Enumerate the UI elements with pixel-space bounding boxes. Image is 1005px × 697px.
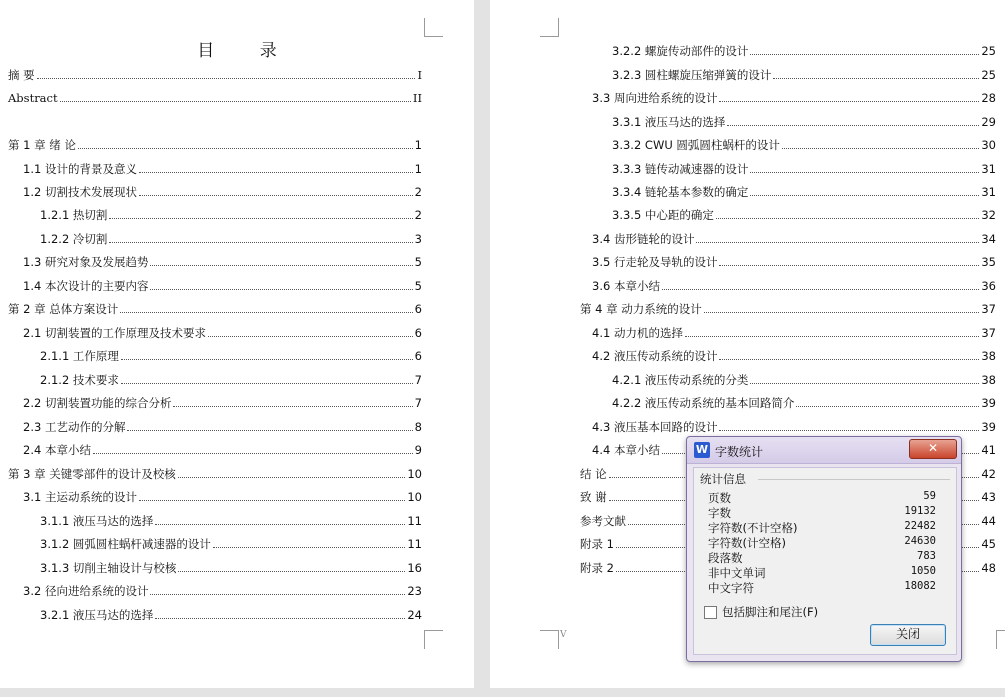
stat-row-chinese-chars: 中文字符 18082 xyxy=(708,580,936,595)
toc-entry[interactable]: 第 3 章 关键零部件的设计及校核 10 xyxy=(8,467,422,481)
toc-entry[interactable]: 3.3.1 液压马达的选择 29 xyxy=(612,115,996,129)
toc-entry[interactable]: 2.1.1 工作原理 6 xyxy=(40,349,422,363)
toc-entry[interactable]: 3.3 周向进给系统的设计 28 xyxy=(592,91,996,105)
toc-entry[interactable]: 3.3.5 中心距的确定 32 xyxy=(612,208,996,222)
toc-entry[interactable]: 3.2 径向进给系统的设计 23 xyxy=(23,584,422,598)
toc-entry[interactable]: 3.4 齿形链轮的设计 34 xyxy=(592,232,996,246)
page-corner-mark xyxy=(424,630,443,649)
toc-entry[interactable]: 3.1 主运动系统的设计 10 xyxy=(23,490,422,504)
include-footnotes-option[interactable] xyxy=(704,604,818,620)
toc-entry[interactable]: 3.5 行走轮及导轨的设计 35 xyxy=(592,255,996,269)
toc-entry[interactable]: 3.2.3 圆柱螺旋压缩弹簧的设计 25 xyxy=(612,68,996,82)
toc-entry[interactable]: 4.4 本章小结 41 xyxy=(592,443,996,457)
toc-entry[interactable]: 1.2 切割技术发展现状 2 xyxy=(23,185,422,199)
toc-entry[interactable]: 致 谢 43 xyxy=(580,490,996,504)
toc-entry[interactable]: 2.2 切割装置功能的综合分析 7 xyxy=(23,396,422,410)
page-number-footer: V xyxy=(560,630,567,640)
include-footnotes-label: 包括脚注和尾注(F) xyxy=(722,605,819,619)
toc-entry[interactable]: 3.1.2 圆弧圆柱蜗杆减速器的设计 11 xyxy=(40,537,422,551)
toc-entry[interactable]: 2.4 本章小结 9 xyxy=(23,443,422,457)
toc-entry[interactable]: 4.3 液压基本回路的设计 39 xyxy=(592,420,996,434)
toc-entry[interactable]: 3.6 本章小结 36 xyxy=(592,279,996,293)
word-app-icon: W xyxy=(695,443,709,456)
toc-entry[interactable]: 附录 2 48 xyxy=(580,561,996,575)
toc-entry[interactable]: 3.1.1 液压马达的选择 11 xyxy=(40,514,422,528)
toc-entry[interactable]: 4.2.2 液压传动系统的基本回路简介 39 xyxy=(612,396,996,410)
stat-row-non-chinese-words: 非中文单词 1050 xyxy=(708,565,936,580)
toc-entry[interactable]: 4.2.1 液压传动系统的分类 38 xyxy=(612,373,996,387)
toc-entry[interactable]: 2.1.2 技术要求 7 xyxy=(40,373,422,387)
statistics-section-label: 统计信息 xyxy=(700,472,746,486)
toc-entry[interactable]: 2.1 切割装置的工作原理及技术要求 6 xyxy=(23,326,422,340)
word-count-dialog xyxy=(686,436,962,662)
toc-entry[interactable]: 1.3 研究对象及发展趋势 5 xyxy=(23,255,422,269)
page-corner-mark xyxy=(540,630,559,649)
toc-entry[interactable]: 1.1 设计的背景及意义 1 xyxy=(23,162,422,176)
toc-entry[interactable]: 1.2.1 热切割 2 xyxy=(40,208,422,222)
toc-entry[interactable]: 1.4 本次设计的主要内容 5 xyxy=(23,279,422,293)
section-divider xyxy=(758,479,950,480)
toc-entry[interactable]: 3.2.1 液压马达的选择 24 xyxy=(40,608,422,622)
toc-entry[interactable]: 1.2.2 冷切割 3 xyxy=(40,232,422,246)
dialog-title: 字数统计 xyxy=(715,445,764,459)
toc-entry[interactable]: 结 论 42 xyxy=(580,467,996,481)
stat-row-words: 字数 19132 xyxy=(708,505,936,520)
toc-entry[interactable]: 摘 要 I xyxy=(8,68,422,82)
toc-entry[interactable]: 2.3 工艺动作的分解 8 xyxy=(23,420,422,434)
toc-entry[interactable]: 4.2 液压传动系统的设计 38 xyxy=(592,349,996,363)
stat-row-paragraphs: 段落数 783 xyxy=(708,550,936,565)
toc-entry[interactable]: 附录 1 45 xyxy=(580,537,996,551)
toc-entry[interactable]: 第 1 章 绪 论 1 xyxy=(8,138,422,152)
document-page-left xyxy=(0,0,474,688)
toc-entry[interactable]: 3.2.2 螺旋传动部件的设计 25 xyxy=(612,44,996,58)
stat-row-chars-with-spaces: 字符数(计空格) 24630 xyxy=(708,535,936,550)
page-corner-mark xyxy=(540,18,559,37)
statistics-panel xyxy=(693,467,957,655)
close-icon[interactable]: ✕ xyxy=(909,439,957,459)
toc-entry[interactable]: 第 2 章 总体方案设计 6 xyxy=(8,302,422,316)
page-corner-mark xyxy=(996,630,1005,649)
dialog-titlebar[interactable] xyxy=(687,437,961,464)
toc-entry[interactable]: 3.3.2 CWU 圆弧圆柱蜗杆的设计 30 xyxy=(612,138,996,152)
toc-entry[interactable]: Abstract II xyxy=(8,91,422,105)
include-footnotes-checkbox[interactable] xyxy=(704,606,717,619)
toc-entry[interactable]: 3.3.4 链轮基本参数的确定 31 xyxy=(612,185,996,199)
toc-title: 目 录 xyxy=(197,41,297,61)
page-corner-mark xyxy=(424,18,443,37)
toc-entry[interactable]: 3.1.3 切削主轴设计与校核 16 xyxy=(40,561,422,575)
toc-entry[interactable]: 参考文献 44 xyxy=(580,514,996,528)
toc-entry[interactable]: 第 4 章 动力系统的设计 37 xyxy=(580,302,996,316)
toc-entry[interactable]: 4.1 动力机的选择 37 xyxy=(592,326,996,340)
stat-row-chars-no-spaces: 字符数(不计空格) 22482 xyxy=(708,520,936,535)
close-button[interactable]: 关闭 xyxy=(870,624,946,646)
toc-entry[interactable]: 3.3.3 链传动减速器的设计 31 xyxy=(612,162,996,176)
stat-row-pages: 页数 59 xyxy=(708,490,936,505)
